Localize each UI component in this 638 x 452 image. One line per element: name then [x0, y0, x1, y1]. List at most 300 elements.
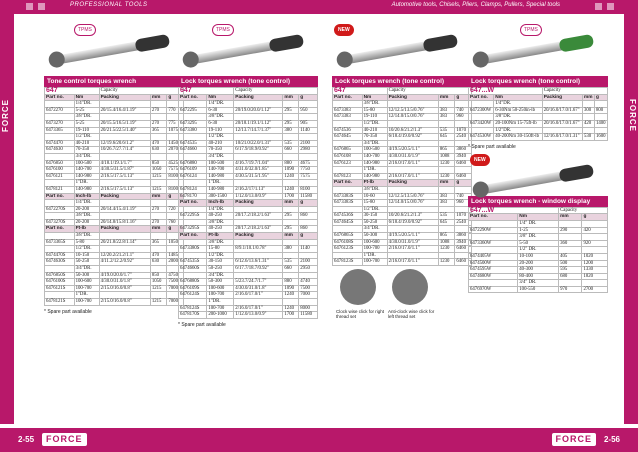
- table-cell: 3/8"DR.: [494, 114, 543, 121]
- product-image: [332, 20, 472, 76]
- table-cell: [333, 120, 363, 127]
- table-cell: 1215: [150, 285, 167, 292]
- table-cell: 6478170: [179, 193, 207, 200]
- column-header: mm: [438, 180, 455, 187]
- table-cell: [299, 101, 318, 108]
- table-cell: [299, 180, 318, 187]
- column-header: mm: [283, 200, 299, 207]
- table-cell: 4/18.1/19.1/1.7": [99, 160, 150, 167]
- column-header: Part no.: [333, 180, 363, 187]
- table-cell: [299, 134, 318, 141]
- table-cell: 1230: [438, 246, 455, 253]
- table-cell: 4/31.0/32.0/1.85": [234, 167, 283, 174]
- table-cell: [299, 114, 318, 121]
- table-row: [45, 213, 184, 220]
- table-cell: 6474645S: [333, 219, 363, 226]
- column-header: mm: [438, 94, 455, 101]
- table-cell: 6474630: [45, 147, 75, 154]
- table-cell: 470: [150, 140, 167, 147]
- table-cell: [559, 234, 582, 241]
- table-cell: 380: [283, 127, 299, 134]
- table-cell: [438, 206, 455, 213]
- table-cell: 20/19.0/20.0/1.12": [234, 107, 283, 114]
- table-cell: 6473295S: [179, 226, 207, 233]
- table-cell: 1070: [455, 127, 472, 134]
- table-cell: 20/15.4/16.4/1.19": [99, 107, 150, 114]
- table-row: [179, 259, 318, 266]
- table-cell: 880: [283, 279, 299, 286]
- column-header: g: [167, 226, 184, 233]
- column-header: g: [167, 94, 184, 101]
- spec-table: 647...W Capacity Part no. Nm Packing mm g 1/4"DR. 6472300W 6-30Nm 50-250in-lb 20/16.0/17.0/1.67" 300 800 3/8"DR. 6473420W 20-100Nm 15-75ft-lb 20/16.0/17.0/1.67" 420 1400 1/2"DR. 6474530W 40-200Nm 30-150ft-lb 12/16.0/17.0/1.31" 530 1600: [470, 87, 606, 140]
- table-row: [469, 114, 608, 121]
- table-cell: 1/12.0/13.0/0.9": [234, 193, 283, 200]
- table-cell: [469, 220, 518, 227]
- table-cell: 6476865: [333, 147, 363, 154]
- table-row: [179, 107, 318, 114]
- table-cell: 20/14.8/15.8/1.16": [99, 219, 150, 226]
- table-row: [333, 219, 472, 226]
- header-left-text: PROFESSIONAL TOOLS: [70, 2, 148, 8]
- table-cell: 12/13.7/14.7/1.37": [234, 127, 283, 134]
- table-cell: [333, 167, 363, 174]
- table-cell: 10-60: [362, 193, 387, 200]
- column-header: Nm: [518, 214, 559, 221]
- table-cell: 6472270: [45, 107, 75, 114]
- table-cell: 19-110: [207, 127, 234, 134]
- table-cell: 970: [559, 286, 582, 293]
- table-cell: 1215: [150, 299, 167, 306]
- table-cell: 6474595W: [469, 267, 518, 274]
- table-cell: 905: [299, 120, 318, 127]
- table-cell: 6472270S: [45, 206, 75, 213]
- table-cell: 1600: [595, 134, 606, 140]
- table-cell: 1820: [582, 273, 608, 280]
- table-cell: 6473270S: [45, 219, 75, 226]
- table-cell: 50-300: [362, 233, 387, 240]
- table-cell: 3/8"DR.: [362, 101, 387, 108]
- table-cell: 1"DR.: [74, 292, 99, 299]
- new-badge: NEW: [334, 24, 354, 36]
- table-cell: 40-210: [362, 127, 387, 134]
- left-sidebar: [0, 14, 14, 424]
- table-cell: 6473270: [45, 120, 75, 127]
- table-cell: 1/2" DR.: [518, 247, 559, 254]
- column-header: mm: [584, 94, 593, 100]
- table-cell: 1230: [438, 160, 455, 167]
- table-cell: [583, 114, 595, 121]
- table-cell: 6/18.4/19.0/0.92": [387, 219, 438, 226]
- table-cell: 20/15.5/16.5/1.19": [99, 120, 150, 127]
- table-cell: 1/2"DR.: [207, 252, 234, 259]
- table-cell: [283, 272, 299, 279]
- table-cell: 1215: [150, 173, 167, 180]
- table-cell: 405: [559, 253, 582, 260]
- table-cell: 775: [167, 120, 184, 127]
- table-cell: [150, 246, 167, 253]
- table-row: [333, 186, 472, 193]
- table-cell: 6474500W: [469, 260, 518, 267]
- table-cell: 6-30Nm 50-250in-lb: [494, 107, 543, 114]
- table-cell: 6473365S: [45, 239, 75, 246]
- table-cell: 5-25: [74, 107, 99, 114]
- table-cell: 6478123: [333, 173, 363, 180]
- table-cell: 3/4"DR.: [207, 153, 234, 160]
- table-cell: 6474470: [45, 140, 75, 147]
- table-cell: 3/4" DR.: [518, 280, 559, 287]
- table-cell: 6472290W: [469, 227, 518, 234]
- table-cell: 500: [559, 260, 582, 267]
- table-cell: 3860: [455, 147, 472, 154]
- table-row: [45, 107, 184, 114]
- table-cell: 6473420W: [469, 120, 494, 127]
- product-image: [468, 150, 608, 196]
- table-row: [333, 213, 472, 220]
- table-cell: 645: [438, 134, 455, 141]
- table-cell: 1400: [595, 120, 606, 126]
- table-cell: 10/21.0/22.0/1.31": [234, 140, 283, 147]
- table-cell: 1088: [438, 153, 455, 160]
- table-row: [333, 167, 472, 174]
- column-header: Part no.: [45, 94, 75, 101]
- spare-part-note: * Spare part available: [178, 321, 226, 328]
- table-row: [45, 239, 184, 246]
- table-row: [333, 206, 472, 213]
- table-cell: 140-980: [362, 160, 387, 167]
- table-cell: [179, 219, 207, 226]
- table-cell: 4/19.0/20.0/1.7": [99, 272, 150, 279]
- table-cell: [99, 200, 150, 207]
- table-cell: 6476100S: [45, 279, 75, 286]
- table-row: [179, 279, 318, 286]
- table-cell: [438, 226, 455, 233]
- table-cell: 3940: [455, 239, 472, 246]
- table-cell: [387, 120, 438, 127]
- table-cell: 595: [559, 267, 582, 274]
- column-header: Part no.: [45, 226, 75, 233]
- table-cell: 6474660: [179, 147, 207, 154]
- header-tick-icon: [38, 3, 45, 10]
- table-row: [469, 286, 608, 293]
- table-cell: 4/30.5/31.5/1.87": [99, 167, 150, 174]
- table-cell: 4/30.0/31.0/1.8": [99, 279, 150, 286]
- table-cell: [99, 114, 150, 121]
- table-cell: 920: [582, 240, 608, 247]
- table-cell: [542, 114, 582, 121]
- table-cell: 630: [150, 259, 167, 266]
- table-cell: 20/17.2/18.2/1.63": [234, 213, 283, 220]
- table-cell: 5-80: [74, 239, 99, 246]
- table-row: [179, 312, 318, 319]
- table-cell: 6476124: [179, 173, 207, 180]
- table-cell: [150, 200, 167, 207]
- table-cell: [150, 153, 167, 160]
- table-cell: 1-25: [518, 227, 559, 234]
- table-cell: 6476108: [333, 153, 363, 160]
- column-header: Ft-lb: [74, 226, 99, 233]
- table-cell: 7500: [167, 279, 184, 286]
- table-cell: [469, 280, 518, 287]
- table-cell: 7000: [167, 285, 184, 292]
- table-cell: 2980: [299, 147, 318, 154]
- table-row: [333, 246, 472, 253]
- table-cell: 1090: [283, 167, 299, 174]
- table-cell: 3/8"DR.: [207, 239, 234, 246]
- table-cell: 12/12.5/13.5/0.76": [387, 193, 438, 200]
- table-row: [469, 120, 608, 127]
- table-cell: 20/21.8/22.8/1.14": [99, 239, 150, 246]
- table-row: [333, 233, 472, 240]
- table-cell: [283, 180, 299, 187]
- table-cell: [234, 219, 283, 226]
- table-cell: 420: [583, 120, 595, 127]
- header-tick-icon: [595, 3, 602, 10]
- table-cell: 960: [455, 200, 472, 207]
- table-cell: 20-200: [74, 206, 99, 213]
- table-cell: 360: [559, 240, 582, 247]
- table-cell: 6472300W: [469, 107, 494, 114]
- table-cell: [179, 206, 207, 213]
- table-cell: 3/8"DR.: [74, 114, 99, 121]
- column-header: Nm: [207, 94, 234, 101]
- table-cell: [469, 247, 518, 254]
- table-cell: [438, 167, 455, 174]
- table-cell: 1240: [283, 305, 299, 312]
- table-cell: [469, 114, 494, 121]
- table-cell: 50-250: [74, 259, 99, 266]
- table-cell: [150, 213, 167, 220]
- table-cell: 295: [283, 226, 299, 233]
- column-header: g: [299, 233, 318, 240]
- table-row: [179, 180, 318, 187]
- table-cell: 6460: [455, 160, 472, 167]
- table-row: [333, 107, 472, 114]
- column-header: g: [455, 94, 472, 101]
- table-cell: 12/19.6/20.6/1.2": [99, 140, 150, 147]
- table-cell: [234, 101, 283, 108]
- product-column: [44, 20, 184, 315]
- table-cell: 30-150: [207, 259, 234, 266]
- table-row: [45, 140, 184, 147]
- table-cell: 2540: [455, 134, 472, 141]
- table-cell: 6460: [455, 259, 472, 266]
- table-row: [179, 173, 318, 180]
- table-cell: 1/4"DR.: [207, 101, 234, 108]
- table-cell: [469, 127, 494, 134]
- table-cell: [150, 292, 167, 299]
- header-tick-icon: [607, 3, 614, 10]
- table-cell: 1/2"DR.: [362, 120, 387, 127]
- table-cell: 100-700: [207, 292, 234, 299]
- table-row: [333, 120, 472, 127]
- table-cell: 295: [283, 213, 299, 220]
- table-cell: 2/16.0/17.0/1.1": [387, 246, 438, 253]
- table-cell: [179, 134, 207, 141]
- table-cell: 3/8"DR.: [362, 186, 387, 193]
- table-row: [45, 200, 184, 207]
- product-image: [44, 20, 184, 76]
- table-cell: [99, 180, 150, 187]
- table-cell: 1/2"DR.: [74, 246, 99, 253]
- table-cell: [45, 134, 75, 141]
- table-cell: [438, 140, 455, 147]
- table-cell: 1/4"DR.: [494, 101, 543, 108]
- table-cell: 10/26.7/27.7/1.4": [99, 147, 150, 154]
- table-cell: 6476121S: [45, 285, 75, 292]
- table-row: [45, 299, 184, 306]
- column-header: mm: [283, 233, 299, 240]
- table-cell: [234, 239, 283, 246]
- table-cell: 140-980: [362, 173, 387, 180]
- table-cell: [559, 247, 582, 254]
- table-row: [333, 239, 472, 246]
- table-cell: 4/30.0/31.0/1.9": [387, 239, 438, 246]
- table-cell: 1215: [150, 186, 167, 193]
- spec-table: 647 Capacity Part no. Nm Packing mm g 1/4"DR. 6472295 6-30 20/19.0/20.0/1.12" 295 950 3/8"DR. 6473295 6-30 20/18.1/19.1/1.12" 295 905 6473380 19-110 12/13.7/14.7/1.37" 380 1140 1/2"DR. 6474535 40-210 10/21.0/22.0/1.31" 535 2100 6474660 70-350 6/17.9/18.9/0.92" 660 2980 3/4"DR. 6476880 100-500 4/16.7/19.7/1.04" 880 4675 6476109 140-700 4/31.0/32.0/1.85" 1090 7750 6476124 140-980 4/30.5/31.5/1.95" 1240 7575 1"DR. 6478124 140-980 2/16.2/17/1.13" 1240 8100 6478170 300-1500 1/12.0/13.0/0.9" 1700 11580 Part no. Inch-lb Packing mm g 1/4"DR. 6472295S 40-250 20/17.2/18.2/1.63" 295 860 3/8"DR. 6473295S 40-250 20/17.2/18.2/1.63" 295 860 Part no. Ft-lb Packing mm g 3/8"DR. 6473380S 15-80 8/9.1/10.1/0.78" 380 1140 1/2"DR. 6474535S 30-150 6/12.6/13.6/1.31" 535 2100 6474660S 50-250 6/17.7/18.7/0.92" 660 2950 3/4"DR. 6476880S 50-300 5/23.7/24.7/1.7" 880 4740 6476109S 100-600 4/30.0/31.0/1.8" 1090 7500 6476124S 100-700 2/16.0/17.0/1" 1240 7000 1"DR. 6478124S 100-700 2/16.0/17.0/1" 1240 8000 6478170S 200-1000 1/12.0/13.0/0.9" 1700 11580: [178, 87, 318, 319]
- table-cell: 3/8"DR.: [74, 233, 99, 240]
- table-row: [179, 226, 318, 233]
- table-row: [45, 114, 184, 121]
- table-cell: 383: [438, 114, 455, 121]
- table-cell: 1240: [283, 292, 299, 299]
- table-cell: 2/15.0/16.0/0.8": [99, 299, 150, 306]
- table-cell: 2950: [299, 266, 318, 273]
- table-cell: 70-350: [74, 147, 99, 154]
- table-row: [45, 186, 184, 193]
- table-row: [45, 259, 184, 266]
- table-cell: 15-80: [207, 246, 234, 253]
- table-cell: [387, 206, 438, 213]
- torque-wrench-icon: [476, 36, 594, 65]
- table-row: [179, 101, 318, 108]
- table-cell: 3940: [455, 153, 472, 160]
- table-cell: [99, 134, 150, 141]
- table-cell: 1/4"DR.: [74, 101, 99, 108]
- table-cell: 3860: [455, 233, 472, 240]
- column-header: Ft-lb: [207, 233, 234, 240]
- table-cell: 1"DR.: [207, 299, 234, 306]
- table-cell: 535: [283, 259, 299, 266]
- spec-table: 647...W Capacity Part no. Nm mm g 1/4" DR. 6472290W 1-25 290 420 3/8" DR. 6473360W 5-50 360 920 1/2" DR. 6474405W 10-100 405 1020 6474500W 20-200 500 1200 6474595W 40-300 595 1330 6474680W 80-400 680 1820 3/4" DR. 6476970W 100-550 970 2700: [468, 207, 608, 294]
- column-header: Packing: [542, 94, 582, 101]
- table-row: [45, 127, 184, 134]
- table-cell: 5-50: [518, 240, 559, 247]
- table-row: [469, 260, 608, 267]
- table-cell: [150, 233, 167, 240]
- table-cell: 100-700: [362, 259, 387, 266]
- table-cell: 3/8" DR.: [518, 234, 559, 241]
- table-cell: 660: [283, 147, 299, 154]
- table-cell: 3/4"DR.: [362, 226, 387, 233]
- column-header: Packing: [99, 226, 150, 233]
- table-cell: 295: [283, 120, 299, 127]
- table-cell: 100-700: [207, 305, 234, 312]
- table-cell: [283, 239, 299, 246]
- table-cell: [234, 252, 283, 259]
- table-cell: 11580: [299, 312, 318, 319]
- table-cell: 865: [438, 233, 455, 240]
- table-row: [45, 160, 184, 167]
- table-cell: 860: [299, 213, 318, 220]
- table-cell: 3/4"DR.: [74, 266, 99, 273]
- table-cell: 3/8"DR.: [207, 114, 234, 121]
- table-row: [179, 153, 318, 160]
- sidebar-brand: FORCE: [1, 99, 10, 132]
- column-header: g: [582, 214, 608, 221]
- table-cell: 100-600: [74, 279, 99, 286]
- column-header: Part no.: [45, 193, 75, 200]
- table-cell: 15-80: [362, 107, 387, 114]
- table-cell: 800: [594, 107, 607, 114]
- table-cell: 4/30.0/31.0/1.8": [234, 285, 283, 292]
- table-cell: [234, 206, 283, 213]
- table-cell: 270: [150, 206, 167, 213]
- table-title: Lock torques wrench (tone control): [468, 76, 608, 87]
- table-cell: 6476850S: [45, 272, 75, 279]
- torque-wrench-icon: [52, 36, 170, 65]
- table-cell: [283, 206, 299, 213]
- table-cell: 3/4"DR.: [362, 140, 387, 147]
- table-cell: 1/12.0/13.0/0.9": [234, 312, 283, 319]
- table-cell: 1700: [283, 193, 299, 200]
- table-cell: 200-1000: [207, 312, 234, 319]
- table-cell: 5/23.7/24.7/1.7": [234, 279, 283, 286]
- table-cell: 645: [438, 219, 455, 226]
- table-cell: 6473360W: [469, 240, 518, 247]
- table-row: [179, 193, 318, 200]
- table-cell: 720: [167, 206, 184, 213]
- table-cell: [179, 153, 207, 160]
- table-cell: 2/16.5/17.5/1.13": [99, 186, 150, 193]
- column-header: Inch-lb: [74, 193, 99, 200]
- ratchet-anticlockwise-icon: [392, 269, 428, 305]
- table-cell: 10/20.6/21.2/1.3": [387, 213, 438, 220]
- table-cell: 20/21.5/22.5/1.40": [99, 127, 150, 134]
- table-cell: 4/30.5/31.5/1.95": [234, 173, 283, 180]
- table-cell: [45, 114, 75, 121]
- table-cell: 1/4"DR.: [74, 200, 99, 207]
- table-cell: 7500: [299, 285, 318, 292]
- table-cell: 383: [438, 200, 455, 207]
- table-row: [45, 134, 184, 141]
- force-logo: FORCE: [552, 433, 597, 446]
- table-cell: 1"DR.: [207, 180, 234, 187]
- table-cell: 6476123S: [333, 246, 363, 253]
- table-cell: 1050: [167, 239, 184, 246]
- column-header: Ft-lb: [362, 180, 387, 187]
- table-row: [179, 285, 318, 292]
- table-cell: 2/16.0/17.0/1.1": [387, 259, 438, 266]
- table-cell: 2/16.0/17.0/1": [234, 305, 283, 312]
- table-row: [179, 299, 318, 306]
- table-row: [179, 140, 318, 147]
- table-row: [469, 253, 608, 260]
- column-header: Part no.: [179, 200, 207, 207]
- column-header: Part no.: [179, 94, 207, 101]
- product-column: [178, 20, 318, 328]
- table-cell: [582, 220, 608, 227]
- table-row: [333, 173, 472, 180]
- torque-wrench-icon: [476, 166, 594, 195]
- table-cell: 3/4"DR.: [207, 272, 234, 279]
- table-row: [179, 272, 318, 279]
- table-cell: 6473383: [333, 114, 363, 121]
- table-cell: 19-110: [74, 127, 99, 134]
- table-cell: 2700: [582, 286, 608, 293]
- table-cell: [299, 153, 318, 160]
- table-cell: [45, 233, 75, 240]
- table-cell: 1075: [167, 127, 184, 134]
